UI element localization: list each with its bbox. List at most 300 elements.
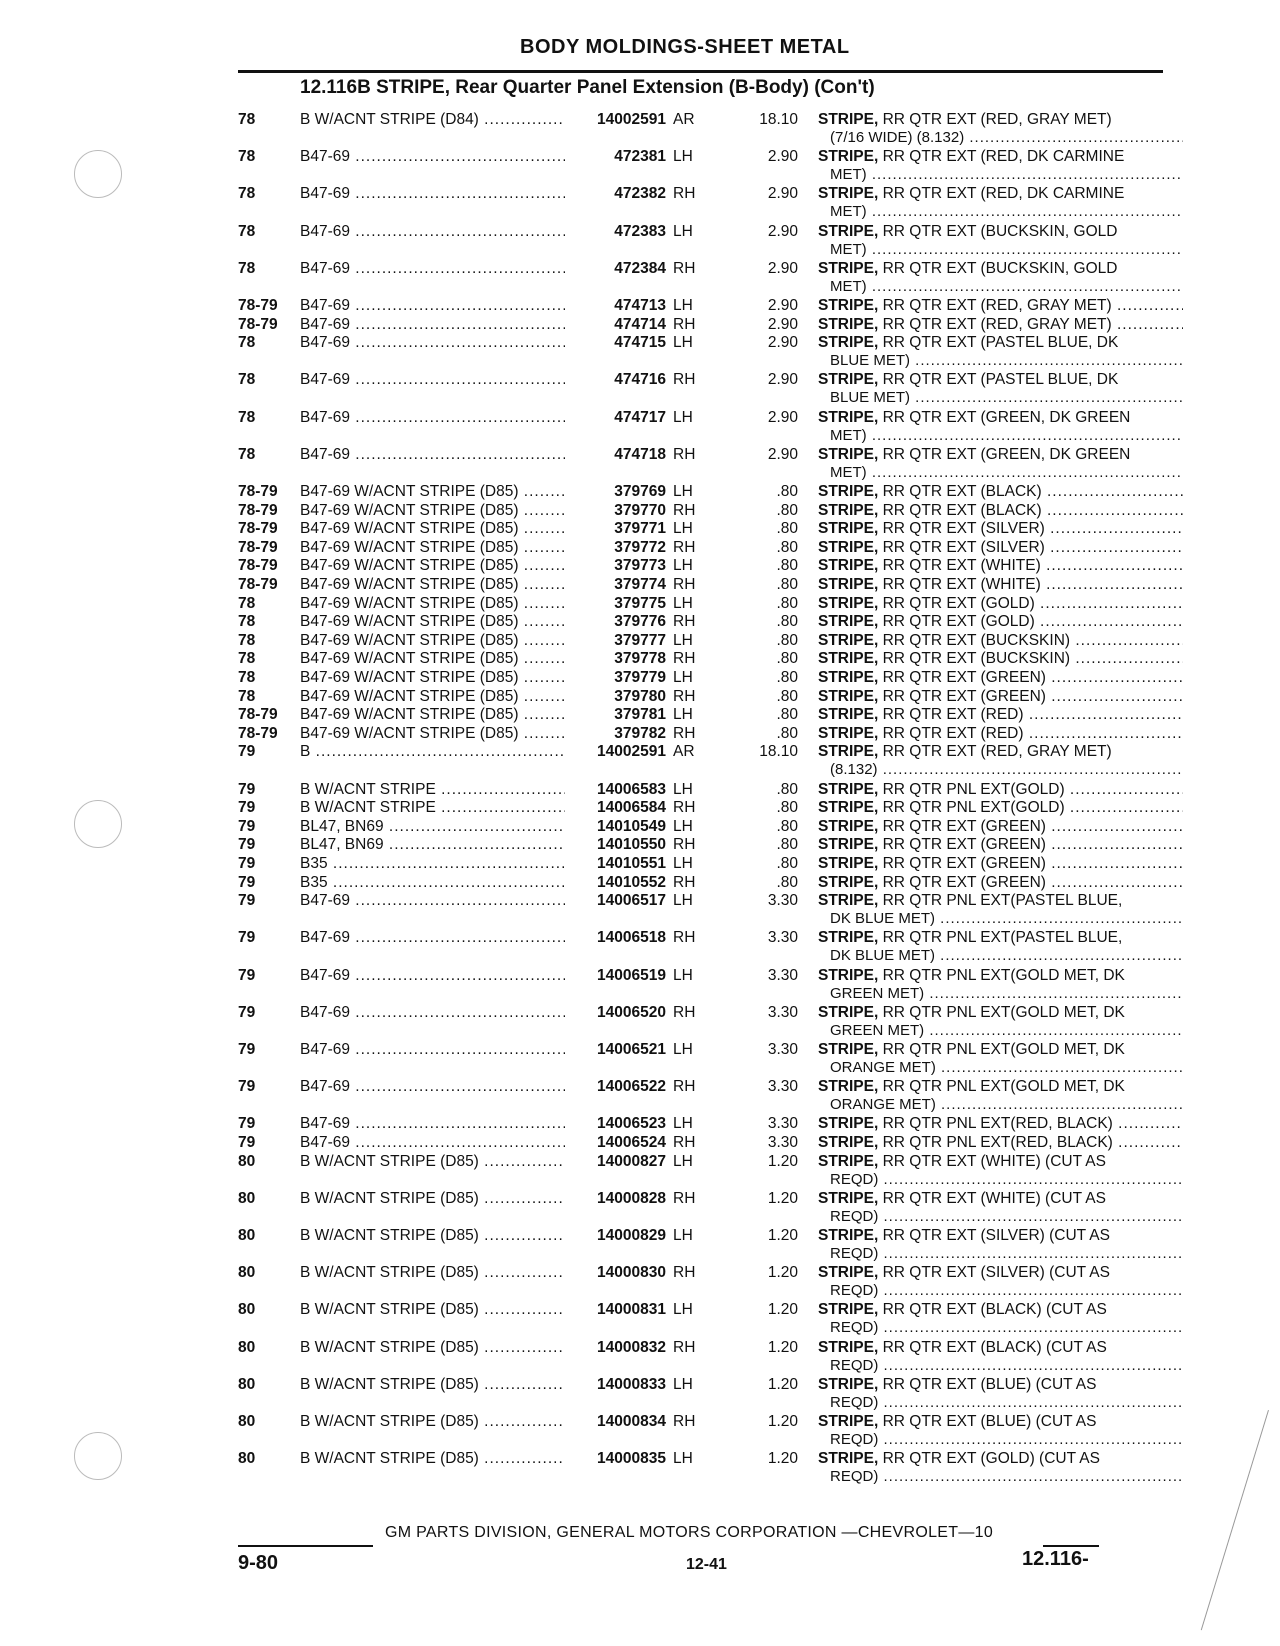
description-lead: STRIPE, xyxy=(818,1134,879,1151)
description-cell xyxy=(818,538,1183,557)
description-lead: STRIPE, xyxy=(818,1041,879,1058)
year-cell: 79 xyxy=(238,892,256,910)
model-cell: B W/ACNT STRIPE (D85) ..... xyxy=(300,1226,565,1245)
side-cell: LH xyxy=(673,1115,693,1133)
price-cell: 1.20 xyxy=(767,1301,798,1319)
side-cell: RH xyxy=(673,724,696,742)
part-number-cell: 14010551 xyxy=(566,854,666,873)
table-row xyxy=(0,519,1280,539)
description-lead: STRIPE, xyxy=(818,892,879,910)
description-lead: STRIPE, xyxy=(818,371,879,389)
description-continuation: MET) ..... xyxy=(830,426,1183,445)
description-text: RR QTR EXT (BLUE) (CUT AS xyxy=(878,1375,1097,1393)
description-continuation: MET) ..... xyxy=(830,277,1183,296)
description-cell xyxy=(818,1263,1183,1282)
part-number-cell: 14006519 xyxy=(566,966,666,985)
model-cell: B47-69 ..... xyxy=(300,184,565,203)
description-continuation: ORANGE MET) ..... xyxy=(830,1058,1183,1077)
model-cell: B47-69 ..... xyxy=(300,1077,565,1096)
side-cell: RH xyxy=(673,836,696,854)
part-number-cell: 14006584 xyxy=(566,798,666,817)
description-text: RR QTR EXT (BLACK) xyxy=(878,501,1042,519)
price-cell: .80 xyxy=(776,594,798,612)
description-text: RR QTR EXT (WHITE) xyxy=(878,576,1041,593)
description-cell xyxy=(818,594,1183,613)
description-cell xyxy=(818,408,1183,427)
model-cell: B47-69 ..... xyxy=(300,333,565,352)
year-cell: 78 xyxy=(238,669,256,686)
year-cell: 78 xyxy=(238,222,256,240)
description-lead: STRIPE, xyxy=(818,185,879,203)
price-cell: 2.90 xyxy=(767,148,798,166)
table-row xyxy=(0,798,1280,818)
side-cell: RH xyxy=(673,501,696,519)
year-cell: 78 xyxy=(238,687,256,705)
description-text: RR QTR PNL EXT(PASTEL BLUE, xyxy=(878,892,1123,910)
description-continuation: REQD) ..... xyxy=(830,1207,1183,1226)
part-number-cell: 379770 xyxy=(566,501,666,520)
model-cell: B47-69 ..... xyxy=(300,222,565,241)
table-row xyxy=(0,1189,1280,1225)
price-cell: .80 xyxy=(776,501,798,519)
side-cell: LH xyxy=(673,557,693,575)
model-cell: B47-69 ..... xyxy=(300,147,565,166)
part-number-cell: 14002591 xyxy=(566,742,666,761)
year-cell: 80 xyxy=(238,1189,256,1207)
year-cell: 79 xyxy=(238,743,256,761)
model-cell: B47-69 W/ACNT STRIPE (D85) ..... xyxy=(300,612,565,631)
year-cell: 79 xyxy=(238,1003,256,1021)
description-continuation: REQD) ..... xyxy=(830,1467,1183,1486)
description-lead: STRIPE, xyxy=(818,966,879,984)
description-cell xyxy=(818,649,1183,668)
description-text: RR QTR EXT (RED, GRAY MET) xyxy=(878,315,1112,333)
page-scratch-mark xyxy=(1201,1410,1269,1630)
description-text: RR QTR EXT (GREEN) xyxy=(878,687,1046,705)
description-text: RR QTR EXT (WHITE) xyxy=(878,557,1041,575)
description-cell xyxy=(818,724,1183,743)
description-continuation: BLUE MET) ..... xyxy=(830,388,1183,407)
description-text: RR QTR PNL EXT(RED, BLACK) xyxy=(878,1115,1113,1133)
description-cell xyxy=(818,501,1183,520)
part-number-cell: 379777 xyxy=(566,631,666,650)
description-continuation: MET) ..... xyxy=(830,202,1183,221)
model-cell: B47-69 W/ACNT STRIPE (D85) ..... xyxy=(300,594,565,613)
price-cell: .80 xyxy=(776,538,798,556)
part-number-cell: 14006520 xyxy=(566,1003,666,1022)
part-number-cell: 379771 xyxy=(566,519,666,538)
year-cell: 78-79 xyxy=(238,483,278,500)
year-cell: 78-79 xyxy=(238,538,278,556)
model-cell: B47-69 W/ACNT STRIPE (D85) ..... xyxy=(300,519,565,538)
model-cell: B47-69 W/ACNT STRIPE (D85) ..... xyxy=(300,482,565,501)
side-cell: LH xyxy=(673,1041,693,1058)
year-cell: 78-79 xyxy=(238,501,278,519)
price-cell: .80 xyxy=(776,855,798,872)
description-text: RR QTR EXT (BLACK) xyxy=(878,483,1042,500)
part-number-cell: 379772 xyxy=(566,538,666,557)
description-text: RR QTR EXT (WHITE) (CUT AS xyxy=(878,1189,1106,1207)
price-cell: 2.90 xyxy=(767,408,798,426)
price-cell: 18.10 xyxy=(759,743,798,761)
description-cell xyxy=(818,333,1183,352)
year-cell: 79 xyxy=(238,1078,256,1096)
description-cell xyxy=(818,296,1183,315)
side-cell: LH xyxy=(673,1152,693,1170)
description-continuation: ORANGE MET) ..... xyxy=(830,1095,1183,1114)
part-number-cell: 379769 xyxy=(566,482,666,501)
description-cell xyxy=(818,612,1183,631)
year-cell: 80 xyxy=(238,1152,256,1170)
side-cell: AR xyxy=(673,111,695,128)
table-row xyxy=(0,687,1280,707)
year-cell: 78 xyxy=(238,185,256,203)
part-number-cell: 379780 xyxy=(566,687,666,706)
part-number-cell: 474717 xyxy=(566,408,666,427)
description-cell xyxy=(818,1133,1183,1152)
side-cell: LH xyxy=(673,520,693,538)
side-cell: RH xyxy=(673,185,696,203)
description-lead: STRIPE, xyxy=(818,1375,879,1393)
description-cell xyxy=(818,370,1183,389)
description-text: RR QTR EXT (GREEN, DK GREEN xyxy=(878,408,1131,426)
year-cell: 79 xyxy=(238,873,256,891)
model-cell: B47-69 ..... xyxy=(300,1040,565,1059)
price-cell: 1.20 xyxy=(767,1152,798,1170)
table-row xyxy=(0,891,1280,928)
description-lead: STRIPE, xyxy=(818,222,879,240)
part-number-cell: 472383 xyxy=(566,222,666,241)
table-row xyxy=(0,1412,1280,1448)
year-cell: 78 xyxy=(238,148,256,166)
description-continuation: (8.132) ..... xyxy=(830,760,1183,779)
description-lead: STRIPE, xyxy=(818,669,879,686)
description-text: RR QTR EXT (SILVER) xyxy=(878,538,1045,556)
side-cell: RH xyxy=(673,1134,696,1151)
description-continuation: DK BLUE MET) ..... xyxy=(830,909,1183,928)
side-cell: RH xyxy=(673,1264,696,1282)
part-number-cell: 14010552 xyxy=(566,873,666,892)
table-row xyxy=(0,1133,1280,1153)
table-row xyxy=(0,408,1280,444)
part-number-cell: 379774 xyxy=(566,575,666,594)
model-cell: B35 ..... xyxy=(300,854,565,873)
description-lead: STRIPE, xyxy=(818,1227,879,1244)
part-number-cell: 474714 xyxy=(566,315,666,334)
description-text: RR QTR PNL EXT(GOLD MET, DK xyxy=(878,1041,1125,1058)
table-row xyxy=(0,147,1280,184)
description-continuation: GREEN MET) ..... xyxy=(830,1021,1183,1040)
model-cell: B47-69 ..... xyxy=(300,1133,565,1152)
table-row xyxy=(0,1338,1280,1374)
model-cell: B47-69 W/ACNT STRIPE (D85) ..... xyxy=(300,705,565,724)
table-row xyxy=(0,1114,1280,1134)
part-number-cell: 14000832 xyxy=(566,1338,666,1357)
side-cell: RH xyxy=(673,1413,696,1430)
side-cell: LH xyxy=(673,966,693,984)
description-cell xyxy=(818,482,1183,501)
year-cell: 79 xyxy=(238,1115,256,1133)
description-cell xyxy=(818,1375,1183,1394)
description-lead: STRIPE, xyxy=(818,1189,879,1207)
description-text: RR QTR EXT (WHITE) (CUT AS xyxy=(878,1152,1106,1170)
price-cell: 2.90 xyxy=(767,371,798,389)
description-lead: STRIPE, xyxy=(818,483,879,500)
price-cell: 1.20 xyxy=(767,1189,798,1207)
part-number-cell: 14000835 xyxy=(566,1449,666,1468)
price-cell: 2.90 xyxy=(767,334,798,352)
description-cell xyxy=(818,854,1183,873)
header-rule xyxy=(238,70,1163,73)
table-row xyxy=(0,1300,1280,1337)
part-number-cell: 14006521 xyxy=(566,1040,666,1059)
side-cell: RH xyxy=(673,613,696,631)
model-cell: B47-69 ..... xyxy=(300,966,565,985)
year-cell: 79 xyxy=(238,1134,256,1151)
side-cell: RH xyxy=(673,445,696,463)
description-text: RR QTR PNL EXT(PASTEL BLUE, xyxy=(878,929,1123,947)
table-row xyxy=(0,928,1280,965)
description-text: RR QTR EXT (GREEN) xyxy=(878,817,1046,835)
description-continuation: REQD) ..... xyxy=(830,1318,1183,1337)
description-text: RR QTR EXT (GREEN, DK GREEN xyxy=(878,445,1131,463)
side-cell: LH xyxy=(673,408,693,426)
description-lead: STRIPE, xyxy=(818,780,879,798)
year-cell: 78 xyxy=(238,259,256,277)
description-text: RR QTR EXT (GREEN) xyxy=(878,855,1046,872)
description-cell xyxy=(818,668,1183,687)
side-cell: LH xyxy=(673,334,693,352)
description-cell xyxy=(818,705,1183,724)
description-lead: STRIPE, xyxy=(818,557,879,575)
description-text: RR QTR EXT (SILVER) (CUT AS xyxy=(878,1264,1110,1282)
side-cell: RH xyxy=(673,650,696,668)
part-number-cell: 472381 xyxy=(566,147,666,166)
table-row xyxy=(0,631,1280,651)
side-cell: LH xyxy=(673,892,693,910)
description-lead: STRIPE, xyxy=(818,631,879,649)
price-cell: 3.30 xyxy=(767,1134,798,1151)
model-cell: B47-69 W/ACNT STRIPE (D85) ..... xyxy=(300,668,565,687)
model-cell: BL47, BN69 ..... xyxy=(300,817,565,836)
description-continuation: DK BLUE MET) ..... xyxy=(830,946,1183,965)
description-lead: STRIPE, xyxy=(818,687,879,705)
price-cell: 1.20 xyxy=(767,1264,798,1282)
description-cell xyxy=(818,556,1183,575)
description-lead: STRIPE, xyxy=(818,520,879,538)
table-row xyxy=(0,1375,1280,1411)
part-number-cell: 14006517 xyxy=(566,891,666,910)
description-text: RR QTR PNL EXT(GOLD MET, DK xyxy=(878,1078,1125,1096)
description-text: RR QTR EXT (RED, DK CARMINE xyxy=(878,148,1125,166)
table-row xyxy=(0,259,1280,295)
model-cell: B47-69 W/ACNT STRIPE (D85) ..... xyxy=(300,575,565,594)
description-text: RR QTR EXT (SILVER) xyxy=(878,520,1045,538)
price-cell: 3.30 xyxy=(767,1003,798,1021)
description-cell xyxy=(818,1412,1183,1431)
description-text: RR QTR EXT (GREEN) xyxy=(878,669,1046,686)
year-cell: 79 xyxy=(238,929,256,947)
description-text: RR QTR PNL EXT(GOLD) xyxy=(878,799,1065,817)
part-number-cell: 14010550 xyxy=(566,835,666,854)
price-cell: .80 xyxy=(776,483,798,500)
side-cell: LH xyxy=(673,222,693,240)
page-title: BODY MOLDINGS-SHEET METAL xyxy=(520,36,850,58)
description-lead: STRIPE, xyxy=(818,929,879,947)
model-cell: B35 ..... xyxy=(300,873,565,892)
table-row xyxy=(0,333,1280,370)
side-cell: RH xyxy=(673,1003,696,1021)
table-row xyxy=(0,742,1280,779)
description-lead: STRIPE, xyxy=(818,1152,879,1170)
description-lead: STRIPE, xyxy=(818,836,879,854)
description-cell xyxy=(818,687,1183,706)
part-number-cell: 472384 xyxy=(566,259,666,278)
description-text: RR QTR EXT (GOLD) xyxy=(878,594,1035,612)
footer-rule-right xyxy=(1043,1545,1099,1547)
description-text: RR QTR EXT (RED, GRAY MET) xyxy=(878,111,1112,128)
table-row xyxy=(0,575,1280,595)
part-number-cell: 379773 xyxy=(566,556,666,575)
part-number-cell: 379776 xyxy=(566,612,666,631)
part-number-cell: 14000830 xyxy=(566,1263,666,1282)
side-cell: LH xyxy=(673,631,693,649)
model-cell: B47-69 W/ACNT STRIPE (D85) ..... xyxy=(300,556,565,575)
footer-section-number: 12.116- xyxy=(1022,1548,1089,1570)
side-cell: LH xyxy=(673,780,693,798)
model-cell: B W/ACNT STRIPE (D84) ..... xyxy=(300,110,565,129)
price-cell: .80 xyxy=(776,817,798,835)
table-row xyxy=(0,222,1280,258)
part-number-cell: 14010549 xyxy=(566,817,666,836)
table-row xyxy=(0,817,1280,837)
year-cell: 78 xyxy=(238,445,256,463)
description-cell xyxy=(818,1189,1183,1208)
description-lead: STRIPE, xyxy=(818,1301,879,1319)
side-cell: LH xyxy=(673,1375,693,1393)
year-cell: 79 xyxy=(238,780,256,798)
year-cell: 78-79 xyxy=(238,557,278,575)
description-lead: STRIPE, xyxy=(818,334,879,352)
description-text: RR QTR EXT (PASTEL BLUE, DK xyxy=(878,371,1119,389)
description-cell xyxy=(818,835,1183,854)
description-lead: STRIPE, xyxy=(818,650,879,668)
table-row xyxy=(0,705,1280,725)
description-text: RR QTR EXT (RED, GRAY MET) xyxy=(878,743,1112,761)
table-row xyxy=(0,1226,1280,1262)
model-cell: B ..... xyxy=(300,742,565,761)
side-cell: RH xyxy=(673,799,696,817)
model-cell: B47-69 ..... xyxy=(300,891,565,910)
model-cell: B W/ACNT STRIPE (D85) ..... xyxy=(300,1338,565,1357)
side-cell: AR xyxy=(673,743,695,761)
side-cell: RH xyxy=(673,929,696,947)
description-lead: STRIPE, xyxy=(818,1450,879,1468)
part-number-cell: 14006583 xyxy=(566,780,666,799)
year-cell: 78-79 xyxy=(238,576,278,593)
description-cell xyxy=(818,1152,1183,1171)
description-text: RR QTR EXT (RED, DK CARMINE xyxy=(878,185,1125,203)
part-number-cell: 14000834 xyxy=(566,1412,666,1431)
table-row xyxy=(0,445,1280,481)
price-cell: .80 xyxy=(776,669,798,686)
description-lead: STRIPE, xyxy=(818,706,879,724)
table-row xyxy=(0,1003,1280,1039)
description-lead: STRIPE, xyxy=(818,817,879,835)
side-cell: RH xyxy=(673,687,696,705)
year-cell: 80 xyxy=(238,1450,256,1468)
description-cell xyxy=(818,315,1183,334)
year-cell: 78-79 xyxy=(238,520,278,538)
price-cell: .80 xyxy=(776,687,798,705)
side-cell: LH xyxy=(673,855,693,872)
part-number-cell: 14006522 xyxy=(566,1077,666,1096)
table-row xyxy=(0,1263,1280,1300)
price-cell: .80 xyxy=(776,799,798,817)
part-number-cell: 14002591 xyxy=(566,110,666,129)
price-cell: 3.30 xyxy=(767,1041,798,1058)
description-cell xyxy=(818,780,1183,799)
description-text: RR QTR EXT (BUCKSKIN, GOLD xyxy=(878,259,1118,277)
table-row xyxy=(0,873,1280,893)
description-lead: STRIPE, xyxy=(818,445,879,463)
model-cell: B W/ACNT STRIPE (D85) ..... xyxy=(300,1375,565,1394)
model-cell: B47-69 ..... xyxy=(300,928,565,947)
description-text: RR QTR EXT (BUCKSKIN) xyxy=(878,631,1071,649)
description-text: RR QTR EXT (BUCKSKIN) xyxy=(878,650,1071,668)
year-cell: 79 xyxy=(238,855,256,872)
description-cell xyxy=(818,742,1183,761)
year-cell: 79 xyxy=(238,799,256,817)
table-row xyxy=(0,1077,1280,1114)
side-cell: LH xyxy=(673,1227,693,1244)
price-cell: .80 xyxy=(776,873,798,891)
year-cell: 78-79 xyxy=(238,724,278,742)
description-cell xyxy=(818,1077,1183,1096)
price-cell: 1.20 xyxy=(767,1227,798,1244)
table-row xyxy=(0,110,1280,146)
table-row xyxy=(0,501,1280,521)
table-row xyxy=(0,668,1280,688)
description-lead: STRIPE, xyxy=(818,297,879,314)
model-cell: B47-69 ..... xyxy=(300,315,565,334)
part-number-cell: 379781 xyxy=(566,705,666,724)
table-row xyxy=(0,315,1280,335)
price-cell: .80 xyxy=(776,576,798,593)
table-row xyxy=(0,556,1280,576)
side-cell: LH xyxy=(673,297,693,314)
part-number-cell: 14006524 xyxy=(566,1133,666,1152)
description-lead: STRIPE, xyxy=(818,259,879,277)
part-number-cell: 14006523 xyxy=(566,1114,666,1133)
year-cell: 78-79 xyxy=(238,315,278,333)
model-cell: B47-69 ..... xyxy=(300,408,565,427)
description-text: RR QTR PNL EXT(GOLD) xyxy=(878,780,1065,798)
price-cell: 1.20 xyxy=(767,1375,798,1393)
part-number-cell: 14000831 xyxy=(566,1300,666,1319)
model-cell: B47-69 ..... xyxy=(300,1114,565,1133)
description-cell xyxy=(818,798,1183,817)
table-row xyxy=(0,370,1280,407)
description-lead: STRIPE, xyxy=(818,594,879,612)
model-cell: B W/ACNT STRIPE ..... xyxy=(300,798,565,817)
table-row xyxy=(0,538,1280,558)
description-cell xyxy=(818,966,1183,985)
model-cell: B W/ACNT STRIPE (D85) ..... xyxy=(300,1300,565,1319)
part-number-cell: 14000833 xyxy=(566,1375,666,1394)
description-continuation: BLUE MET) ..... xyxy=(830,351,1183,370)
part-number-cell: 474713 xyxy=(566,296,666,315)
